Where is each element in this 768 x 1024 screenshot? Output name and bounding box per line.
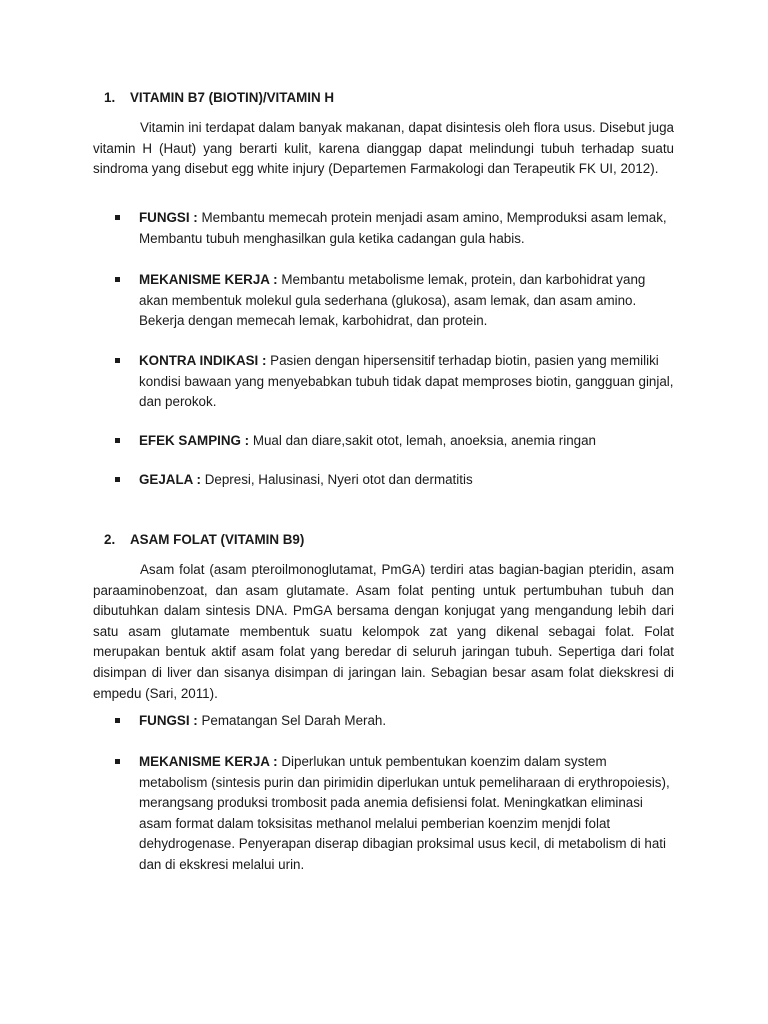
bullet-text: Mual dan diare,sakit otot, lemah, anoeksia, anemia ringan	[249, 433, 596, 448]
bullet-text: Membantu metabolisme lemak, protein, dan karbohidrat yang akan membentuk molekul gula sederhana (glukosa), asam lemak, dan asam amino. Bekerja dengan memecah lemak, karbohidrat, dan protein.	[139, 272, 646, 329]
section-2-title: ASAM FOLAT (VITAMIN B9)	[130, 532, 305, 547]
section-2-heading	[104, 530, 304, 550]
bullet-label: FUNGSI :	[139, 210, 198, 225]
bullet-label: KONTRA INDIKASI :	[139, 353, 267, 368]
bullet-label: FUNGSI :	[139, 713, 198, 728]
bullet-square-icon	[115, 358, 120, 363]
bullet-square-icon	[115, 718, 120, 723]
section-1-bullet-kontra-indikasi	[115, 351, 675, 413]
bullet-text: Pasien dengan hipersensitif terhadap biotin, pasien yang memiliki kondisi bawaan yang menyebabkan tubuh tidak dapat memproses biotin, gangguan ginjal, dan perokok.	[139, 353, 674, 410]
section-2-number: 2.	[104, 532, 116, 547]
bullet-label: EFEK SAMPING :	[139, 433, 250, 448]
section-2-bullet-fungsi	[115, 711, 675, 732]
bullet-square-icon	[115, 477, 120, 482]
bullet-label: MEKANISME KERJA :	[139, 272, 278, 287]
bullet-square-icon	[115, 759, 120, 764]
section-1-bullet-fungsi	[115, 208, 675, 249]
bullet-text: Diperlukan untuk pembentukan koenzim dalam system metabolism (sintesis purin dan pirimidin diperlukan untuk pemeliharaan di erythropoiesis), merangsang produksi trombosit pada anemia defisiensi folat. Meningkatkan eliminasi asam format dalam toksisitas methanol melalui pemberian koenzim menjdi folat dehydrogenase. Penyerapan diserap dibagian proksimal usus kecil, di metabolism di hati dan di ekskresi melalui urin.	[139, 754, 670, 872]
bullet-square-icon	[115, 277, 120, 282]
bullet-text: Pematangan Sel Darah Merah.	[197, 713, 387, 728]
bullet-square-icon	[115, 438, 120, 443]
bullet-square-icon	[115, 215, 120, 220]
bullet-label: GEJALA :	[139, 472, 201, 487]
section-2-bullet-mekanisme	[115, 752, 675, 876]
section-1-number: 1.	[104, 90, 116, 105]
bullet-label: MEKANISME KERJA :	[139, 754, 278, 769]
section-1-bullet-mekanisme	[115, 270, 675, 332]
section-1-paragraph: Vitamin ini terdapat dalam banyak makanan, dapat disintesis oleh flora usus. Disebut juga vitamin H (Haut) yang berarti kulit, karena dianggap dapat melindungi tubuh terhadap suatu sindroma yang disebut egg white injury (Departemen Farmakologi dan Terapeutik FK UI, 2012).	[93, 120, 674, 177]
section-1-heading	[104, 88, 334, 108]
section-2-paragraph: Asam folat (asam pteroilmonoglutamat, PmGA) terdiri atas bagian-bagian pteridin, asam paraaminobenzoat, dan asam glutamate. Asam folat penting untuk pertumbuhan tubuh dan dibutuhkan dalam sintesis DNA. PmGA bersama dengan konjugat yang mengandung lebih dari satu asam glutamate membentuk suatu kelompok zat yang dikenal sebagai folat. Folat merupakan bentuk aktif asam folat yang beredar di seluruh jaringan tubuh. Sepertiga dari folat disimpan di liver dan sisanya disimpan di jaringan lain. Sebagian besar asam folat diekskresi di empedu (Sari, 2011).	[93, 562, 674, 701]
bullet-text: Membantu memecah protein menjadi asam amino, Memproduksi asam lemak, Membantu tubuh menghasilkan gula ketika cadangan gula habis.	[139, 210, 667, 246]
section-1-title: VITAMIN B7 (BIOTIN)/VITAMIN H	[130, 90, 335, 105]
bullet-text: Depresi, Halusinasi, Nyeri otot dan dermatitis	[201, 472, 473, 487]
section-1-bullet-efek-samping	[115, 431, 675, 452]
section-1-bullet-gejala	[115, 470, 675, 491]
